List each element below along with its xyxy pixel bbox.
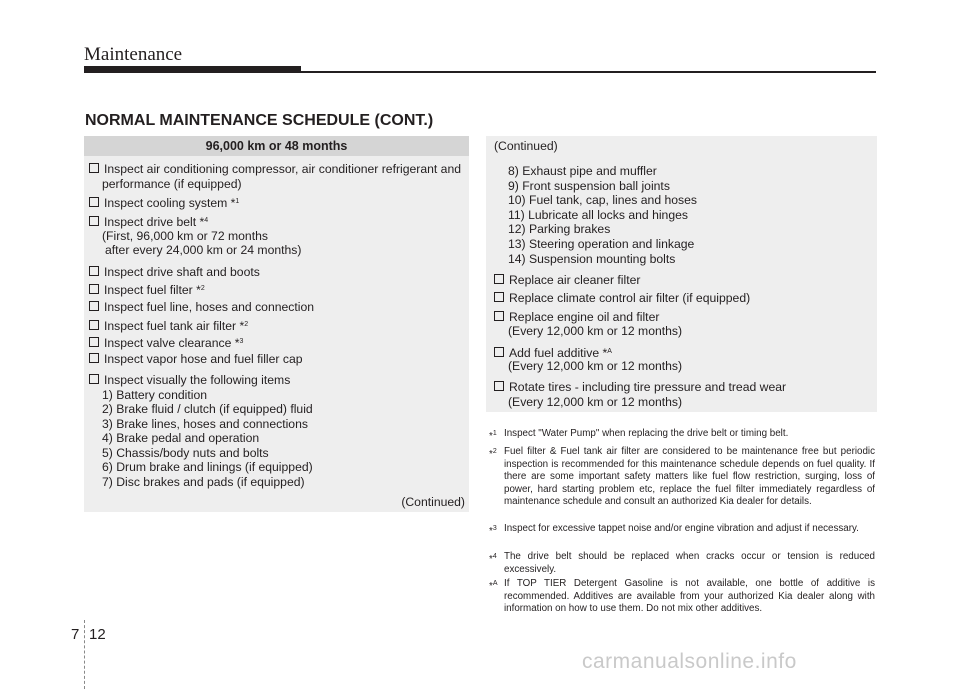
checkbox-icon (89, 337, 99, 347)
footnote-3: *$^3$ Inspect for excessive tappet noise and/or engine vibration and adjust if necessary. (489, 523, 859, 537)
sub-list-item: 8) Exhaust pipe and muffler (508, 164, 657, 178)
schedule-panel-right (486, 136, 877, 412)
interval-heading: 96,000 km or 48 months (84, 136, 469, 156)
list-item: Inspect cooling system *$^1$ (89, 195, 239, 211)
sub-list-item: 12) Parking brakes (508, 222, 611, 236)
sub-list-item: 9) Front suspension ball joints (508, 179, 670, 193)
list-item-continuation: (Every 12,000 km or 12 months) (508, 359, 683, 373)
sub-list-item: 7) Disc brakes and pads (if equipped) (102, 475, 305, 489)
footnote-a: *$^A$ If TOP TIER Detergent Gasoline is not available, one bottle of additive is recommended. Additives are available from your authorized Kia dealer along with information on how to use them. Do not mix other additives. (489, 578, 875, 614)
list-item: Rotate tires - including tire pressure and tread wear (494, 380, 786, 395)
header-rule (301, 71, 876, 73)
list-item: Replace air cleaner filter (494, 273, 640, 288)
checkbox-icon (89, 163, 99, 173)
list-item: Inspect fuel tank air filter *$^2$ (89, 318, 248, 334)
checkbox-icon (89, 374, 99, 384)
checkbox-icon (89, 266, 99, 276)
footnote-4: *$^4$ The drive belt should be replaced when cracks occur or tension is reduced excessively. (489, 551, 875, 575)
list-item: Add fuel additive *$^A$ (494, 345, 612, 361)
checkbox-icon (89, 284, 99, 294)
sub-list-item: 14) Suspension mounting bolts (508, 252, 676, 266)
checkbox-icon (89, 197, 99, 207)
list-item: Replace engine oil and filter (494, 310, 659, 325)
sub-list-item: 3) Brake lines, hoses and connections (102, 417, 308, 431)
checkbox-icon (494, 311, 504, 321)
sub-list-item: 2) Brake fluid / clutch (if equipped) fluid (102, 402, 313, 416)
sub-list-item: 6) Drum brake and linings (if equipped) (102, 460, 313, 474)
checkbox-icon (494, 381, 504, 391)
header-title: Maintenance (84, 44, 183, 65)
list-item-continuation: (First, 96,000 km or 72 months (102, 229, 268, 243)
checkbox-icon (494, 292, 504, 302)
list-item-continuation: (Every 12,000 km or 12 months) (508, 324, 683, 338)
sub-list-item: 13) Steering operation and linkage (508, 237, 695, 251)
footnote-2: *$^2$ Fuel filter & Fuel tank air filter are considered to be maintenance free but periodic inspection is recommended for this maintenance schedule depends on fuel quality. If there are some important safety matters like fuel flow restriction, surging, loss of power, hard starting problem etc, replace the fuel filter immediately regardless of maintenance schedule and consult an authorized Kia dealer for details. (489, 446, 875, 507)
list-item: Replace climate control air filter (if equipped) (494, 291, 750, 306)
schedule-panel-left (84, 136, 469, 512)
page-number: 12 (89, 626, 106, 643)
page-divider (84, 620, 86, 689)
watermark: carmanualsonline.info (582, 650, 797, 673)
checkbox-icon (89, 353, 99, 363)
checkbox-icon (494, 347, 504, 357)
list-item: Inspect valve clearance *$^3$ (89, 335, 243, 351)
list-item: Inspect fuel filter *$^2$ (89, 282, 205, 298)
list-item: Inspect air conditioning compressor, air conditioner refrigerant and (89, 162, 461, 177)
checkbox-icon (89, 301, 99, 311)
chapter-number: 7 (71, 626, 80, 643)
checkbox-icon (494, 274, 504, 284)
list-item: Inspect fuel line, hoses and connection (89, 300, 314, 315)
sub-list-item: 1) Battery condition (102, 388, 208, 402)
continued-label: (Continued) (494, 139, 558, 153)
checkbox-icon (89, 320, 99, 330)
list-item: Inspect visually the following items (89, 373, 290, 388)
list-item-continuation: after every 24,000 km or 24 months) (105, 243, 302, 257)
sub-list-item: 11) Lubricate all locks and hinges (508, 208, 688, 222)
checkbox-icon (89, 216, 99, 226)
sub-list-item: 4) Brake pedal and operation (102, 431, 260, 445)
list-item: Inspect vapor hose and fuel filler cap (89, 352, 303, 367)
list-item: Inspect drive shaft and boots (89, 265, 260, 280)
list-item-continuation: performance (if equipped) (102, 177, 242, 191)
list-item-continuation: (Every 12,000 km or 12 months) (508, 395, 683, 409)
sub-list-item: 5) Chassis/body nuts and bolts (102, 446, 269, 460)
footnote-1: *$^1$ Inspect "Water Pump" when replacing the drive belt or timing belt. (489, 428, 789, 442)
header-bar (84, 66, 301, 73)
list-item: Inspect drive belt *$^4$ (89, 214, 208, 230)
sub-list-item: 10) Fuel tank, cap, lines and hoses (508, 193, 698, 207)
section-title: NORMAL MAINTENANCE SCHEDULE (CONT.) (85, 112, 434, 129)
continued-label: (Continued) (401, 495, 465, 509)
